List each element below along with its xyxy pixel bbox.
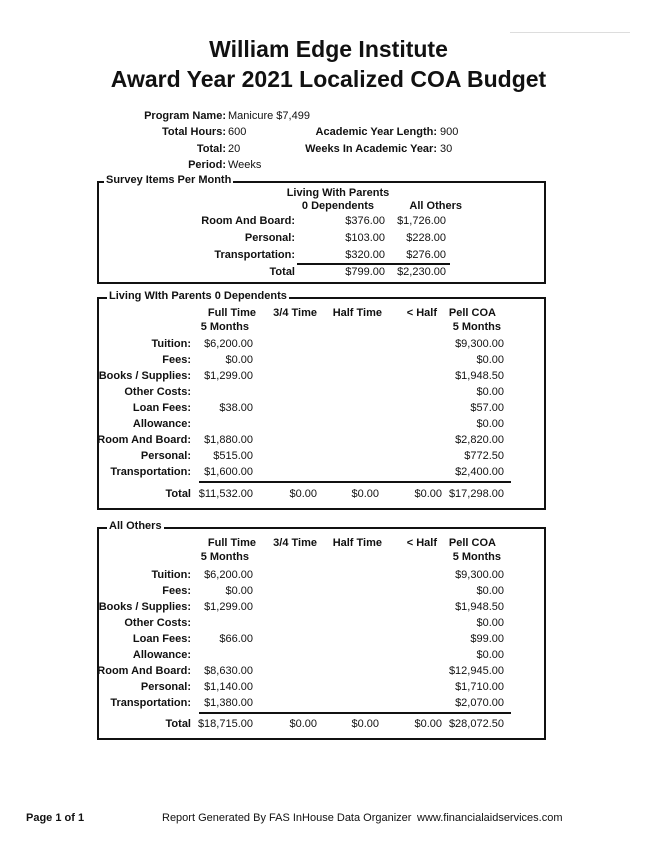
total-full-time: $11,532.00 [198, 488, 253, 500]
row-pell: $0.00 [476, 585, 504, 597]
total-pell: $28,072.50 [448, 718, 504, 730]
row-full-time: $1,380.00 [204, 697, 253, 709]
row-pell: $772.50 [464, 450, 504, 462]
header-three-quarter: 3/4 Time [273, 307, 317, 319]
total-three-quarter: $0.00 [289, 488, 317, 500]
row-pell: $0.00 [476, 386, 504, 398]
survey-row-v2: $1,726.00 [397, 215, 446, 227]
survey-total-rule [297, 263, 450, 265]
row-label: Fees: [162, 585, 191, 597]
row-full-time: $1,299.00 [204, 370, 253, 382]
survey-total-v1: $799.00 [345, 266, 385, 278]
total-hours-label: Total Hours: [162, 126, 226, 138]
academic-year-length-value: 900 [440, 126, 459, 138]
survey-col2-header: All Others [409, 200, 462, 212]
row-label: Allowance: [132, 418, 191, 430]
header-pell-coa: Pell COA [448, 537, 496, 549]
header-three-quarter: 3/4 Time [273, 537, 317, 549]
row-full-time: $6,200.00 [204, 569, 253, 581]
row-full-time: $8,630.00 [204, 665, 253, 677]
total-half-time: $0.00 [351, 488, 379, 500]
row-pell: $2,070.00 [455, 697, 504, 709]
page-title-line2: Award Year 2021 Localized COA Budget [110, 66, 547, 92]
row-pell: $12,945.00 [448, 665, 504, 677]
total-half-time: $0.00 [351, 718, 379, 730]
total-row-label: Total [165, 718, 191, 730]
row-full-time: $38.00 [219, 402, 253, 414]
scan-artifact [510, 32, 630, 33]
row-full-time: $1,880.00 [204, 434, 253, 446]
total-pell: $17,298.00 [448, 488, 504, 500]
row-label: Other Costs: [124, 386, 191, 398]
row-full-time: $1,140.00 [204, 681, 253, 693]
survey-col1-header-line1: Living With Parents [286, 187, 390, 199]
weeks-in-year-label: Weeks In Academic Year: [305, 143, 437, 155]
row-pell: $2,400.00 [455, 466, 504, 478]
header-less-half: < Half [406, 537, 437, 549]
row-pell: $57.00 [470, 402, 504, 414]
row-label: Transportation: [110, 697, 191, 709]
row-label: Tuition: [151, 338, 191, 350]
row-label: Books / Supplies: [98, 370, 191, 382]
survey-legend: Survey Items Per Month [106, 174, 232, 186]
row-label: Tuition: [151, 569, 191, 581]
total-less-half: $0.00 [414, 488, 442, 500]
total-row-label: Total [165, 488, 191, 500]
row-full-time: $1,299.00 [204, 601, 253, 613]
row-full-time: $0.00 [225, 354, 253, 366]
row-pell: $2,820.00 [455, 434, 504, 446]
header-pell-months: 5 Months [452, 321, 501, 333]
row-label: Loan Fees: [132, 633, 191, 645]
period-value: Weeks [228, 159, 262, 171]
survey-row-v1: $103.00 [345, 232, 385, 244]
row-label: Allowance: [132, 649, 191, 661]
row-pell: $1,948.50 [455, 601, 504, 613]
page-number: Page 1 of 1 [26, 812, 85, 824]
survey-row-label: Transportation: [214, 249, 295, 261]
header-half-time: Half Time [332, 537, 382, 549]
header-full-time-months: 5 Months [200, 321, 249, 333]
header-full-time-months: 5 Months [200, 551, 249, 563]
survey-row-label: Room And Board: [201, 215, 295, 227]
section-legend: Living WIth Parents 0 Dependents [109, 290, 287, 302]
program-name-value: Manicure $7,499 [228, 110, 310, 122]
header-full-time: Full Time [207, 307, 256, 319]
survey-total-v2: $2,230.00 [397, 266, 446, 278]
survey-row-label: Personal: [244, 232, 295, 244]
total-label: Total: [196, 143, 226, 155]
survey-row-v2: $228.00 [406, 232, 446, 244]
row-pell: $0.00 [476, 354, 504, 366]
row-full-time: $6,200.00 [204, 338, 253, 350]
website-link[interactable]: www.financialaidservices.com [417, 812, 563, 824]
row-label: Loan Fees: [132, 402, 191, 414]
period-label: Period: [188, 159, 226, 171]
row-label: Books / Supplies: [98, 601, 191, 613]
total-hours-value: 600 [228, 126, 247, 138]
row-full-time: $0.00 [225, 585, 253, 597]
survey-row-v2: $276.00 [406, 249, 446, 261]
row-full-time: $1,600.00 [204, 466, 253, 478]
row-label: Transportation: [110, 466, 191, 478]
survey-total-label: Total [269, 266, 295, 278]
section-total-rule [199, 712, 511, 714]
total-value: 20 [228, 143, 241, 155]
survey-row-v1: $320.00 [345, 249, 385, 261]
header-less-half: < Half [406, 307, 437, 319]
row-label: Room And Board: [97, 665, 191, 677]
row-label: Personal: [140, 450, 191, 462]
report-generated-text: Report Generated By FAS InHouse Data Organizer [162, 812, 412, 824]
section-legend: All Others [109, 520, 162, 532]
academic-year-length-label: Academic Year Length: [315, 126, 437, 138]
row-label: Room And Board: [97, 434, 191, 446]
row-full-time: $66.00 [219, 633, 253, 645]
header-full-time: Full Time [207, 537, 256, 549]
total-less-half: $0.00 [414, 718, 442, 730]
survey-row-v1: $376.00 [345, 215, 385, 227]
row-pell: $99.00 [470, 633, 504, 645]
total-three-quarter: $0.00 [289, 718, 317, 730]
row-label: Other Costs: [124, 617, 191, 629]
row-label: Fees: [162, 354, 191, 366]
row-pell: $9,300.00 [455, 569, 504, 581]
program-name-label: Program Name: [144, 110, 226, 122]
row-full-time: $515.00 [213, 450, 253, 462]
row-pell: $9,300.00 [455, 338, 504, 350]
row-pell: $1,710.00 [455, 681, 504, 693]
row-label: Personal: [140, 681, 191, 693]
page-title-line1: William Edge Institute [209, 36, 448, 62]
row-pell: $0.00 [476, 617, 504, 629]
total-full-time: $18,715.00 [197, 718, 253, 730]
header-pell-coa: Pell COA [448, 307, 496, 319]
weeks-in-year-value: 30 [440, 143, 453, 155]
header-half-time: Half Time [332, 307, 382, 319]
row-pell: $1,948.50 [455, 370, 504, 382]
section-total-rule [199, 481, 511, 483]
row-pell: $0.00 [476, 649, 504, 661]
row-pell: $0.00 [476, 418, 504, 430]
survey-col1-header-line2: 0 Dependents [301, 200, 375, 212]
header-pell-months: 5 Months [452, 551, 501, 563]
